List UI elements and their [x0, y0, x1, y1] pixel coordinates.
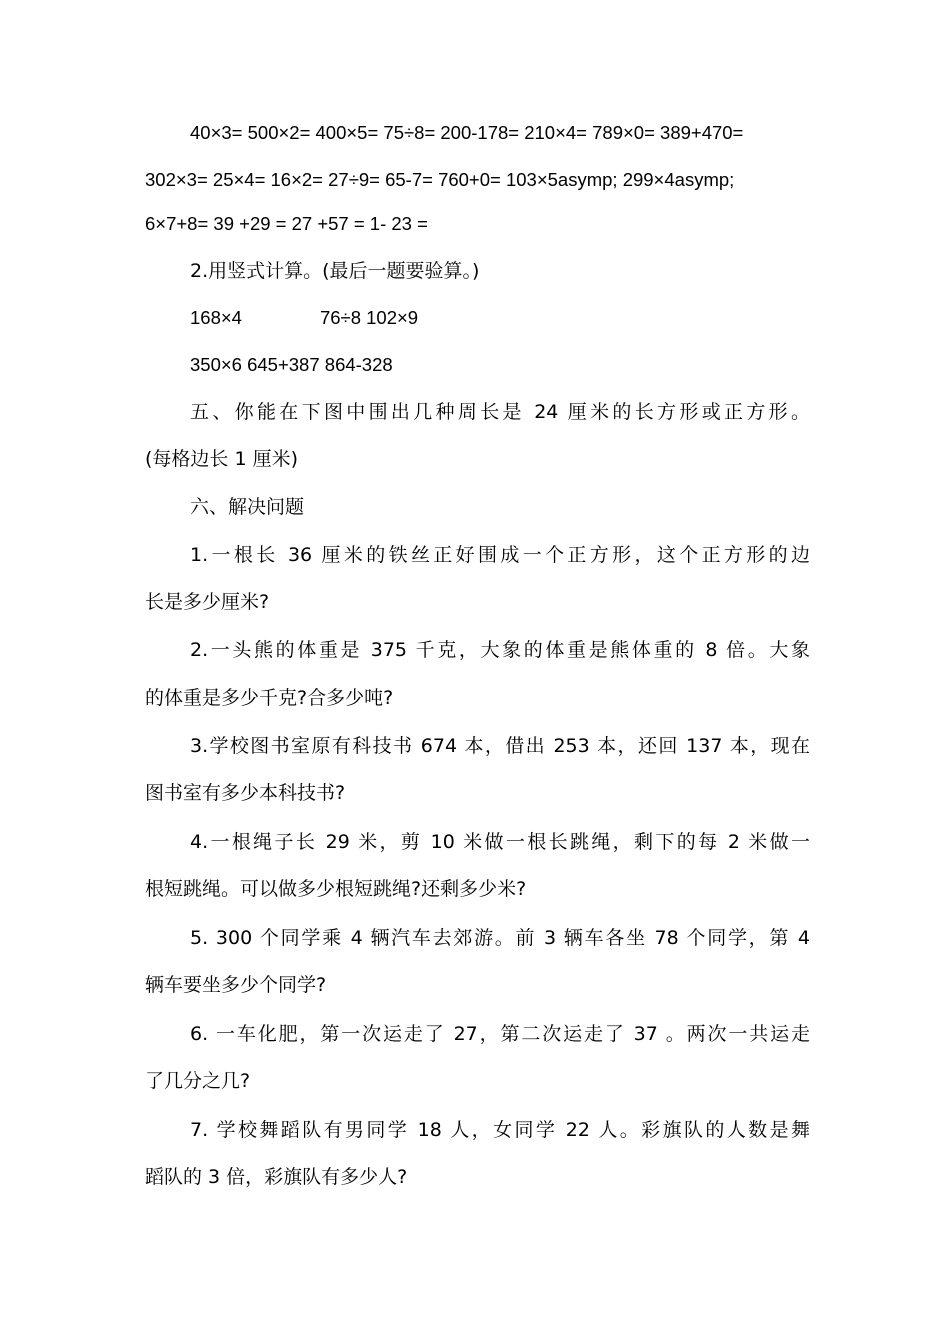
- oral-calc-row-2: 302×3= 25×4= 16×2= 27÷9= 65-7= 760+0= 103×5asymp; 299×4asymp;: [145, 169, 735, 190]
- problem-6-line-2: 了几分之几?: [145, 1070, 251, 1092]
- vertical-calc-item-a: 168×4: [190, 307, 242, 328]
- problem-1-line-1: 1.一根长 36 厘米的铁丝正好围成一个正方形，这个正方形的边: [190, 544, 810, 566]
- problem-3-line-2: 图书室有多少本科技书?: [145, 782, 346, 804]
- problem-5-line-2: 辆车要坐多少个同学?: [145, 974, 327, 996]
- problem-7-line-1: 7. 学校舞蹈队有男同学 18 人，女同学 22 人。彩旗队的人数是舞: [190, 1119, 810, 1141]
- problem-2-line-1: 2.一头熊的体重是 375 千克，大象的体重是熊体重的 8 倍。大象: [190, 639, 810, 661]
- vertical-calc-title: 2.用竖式计算。(最后一题要验算。): [190, 260, 480, 282]
- section-6-heading: 六、解决问题: [190, 496, 305, 518]
- problem-5-line-1: 5. 300 个同学乘 4 辆汽车去郊游。前 3 辆车各坐 78 个同学，第 4: [190, 927, 810, 949]
- vertical-calc-item-b: 76÷8 102×9: [319, 307, 419, 328]
- vertical-calc-row-2: 350×6 645+387 864-328: [190, 354, 393, 375]
- problem-4-line-2: 根短跳绳。可以做多少根短跳绳?还剩多少米?: [145, 878, 527, 900]
- oral-calc-row-3: 6×7+8= 39 +29 = 27 +57 = 1- 23 =: [145, 213, 428, 234]
- problem-6-line-1: 6. 一车化肥，第一次运走了 27，第二次运走了 37 。两次一共运走: [190, 1023, 810, 1045]
- problem-7-line-2: 蹈队的 3 倍，彩旗队有多少人?: [145, 1166, 408, 1188]
- problem-1-line-2: 长是多少厘米?: [145, 591, 270, 613]
- problem-2-line-2: 的体重是多少千克?合多少吨?: [145, 687, 394, 709]
- vertical-calc-row-1: [190, 305, 810, 331]
- problem-4-line-1: 4.一根绳子长 29 米，剪 10 米做一根长跳绳，剩下的每 2 米做一: [190, 831, 810, 853]
- section-5-note: (每格边长 1 厘米): [145, 448, 298, 470]
- oral-calc-row-1: 40×3= 500×2= 400×5= 75÷8= 200-178= 210×4= 789×0= 389+470=: [190, 122, 744, 143]
- section-5-heading: 五、你能在下图中围出几种周长是 24 厘米的长方形或正方形。: [190, 401, 810, 423]
- problem-3-line-1: 3.学校图书室原有科技书 674 本，借出 253 本，还回 137 本，现在: [190, 735, 810, 757]
